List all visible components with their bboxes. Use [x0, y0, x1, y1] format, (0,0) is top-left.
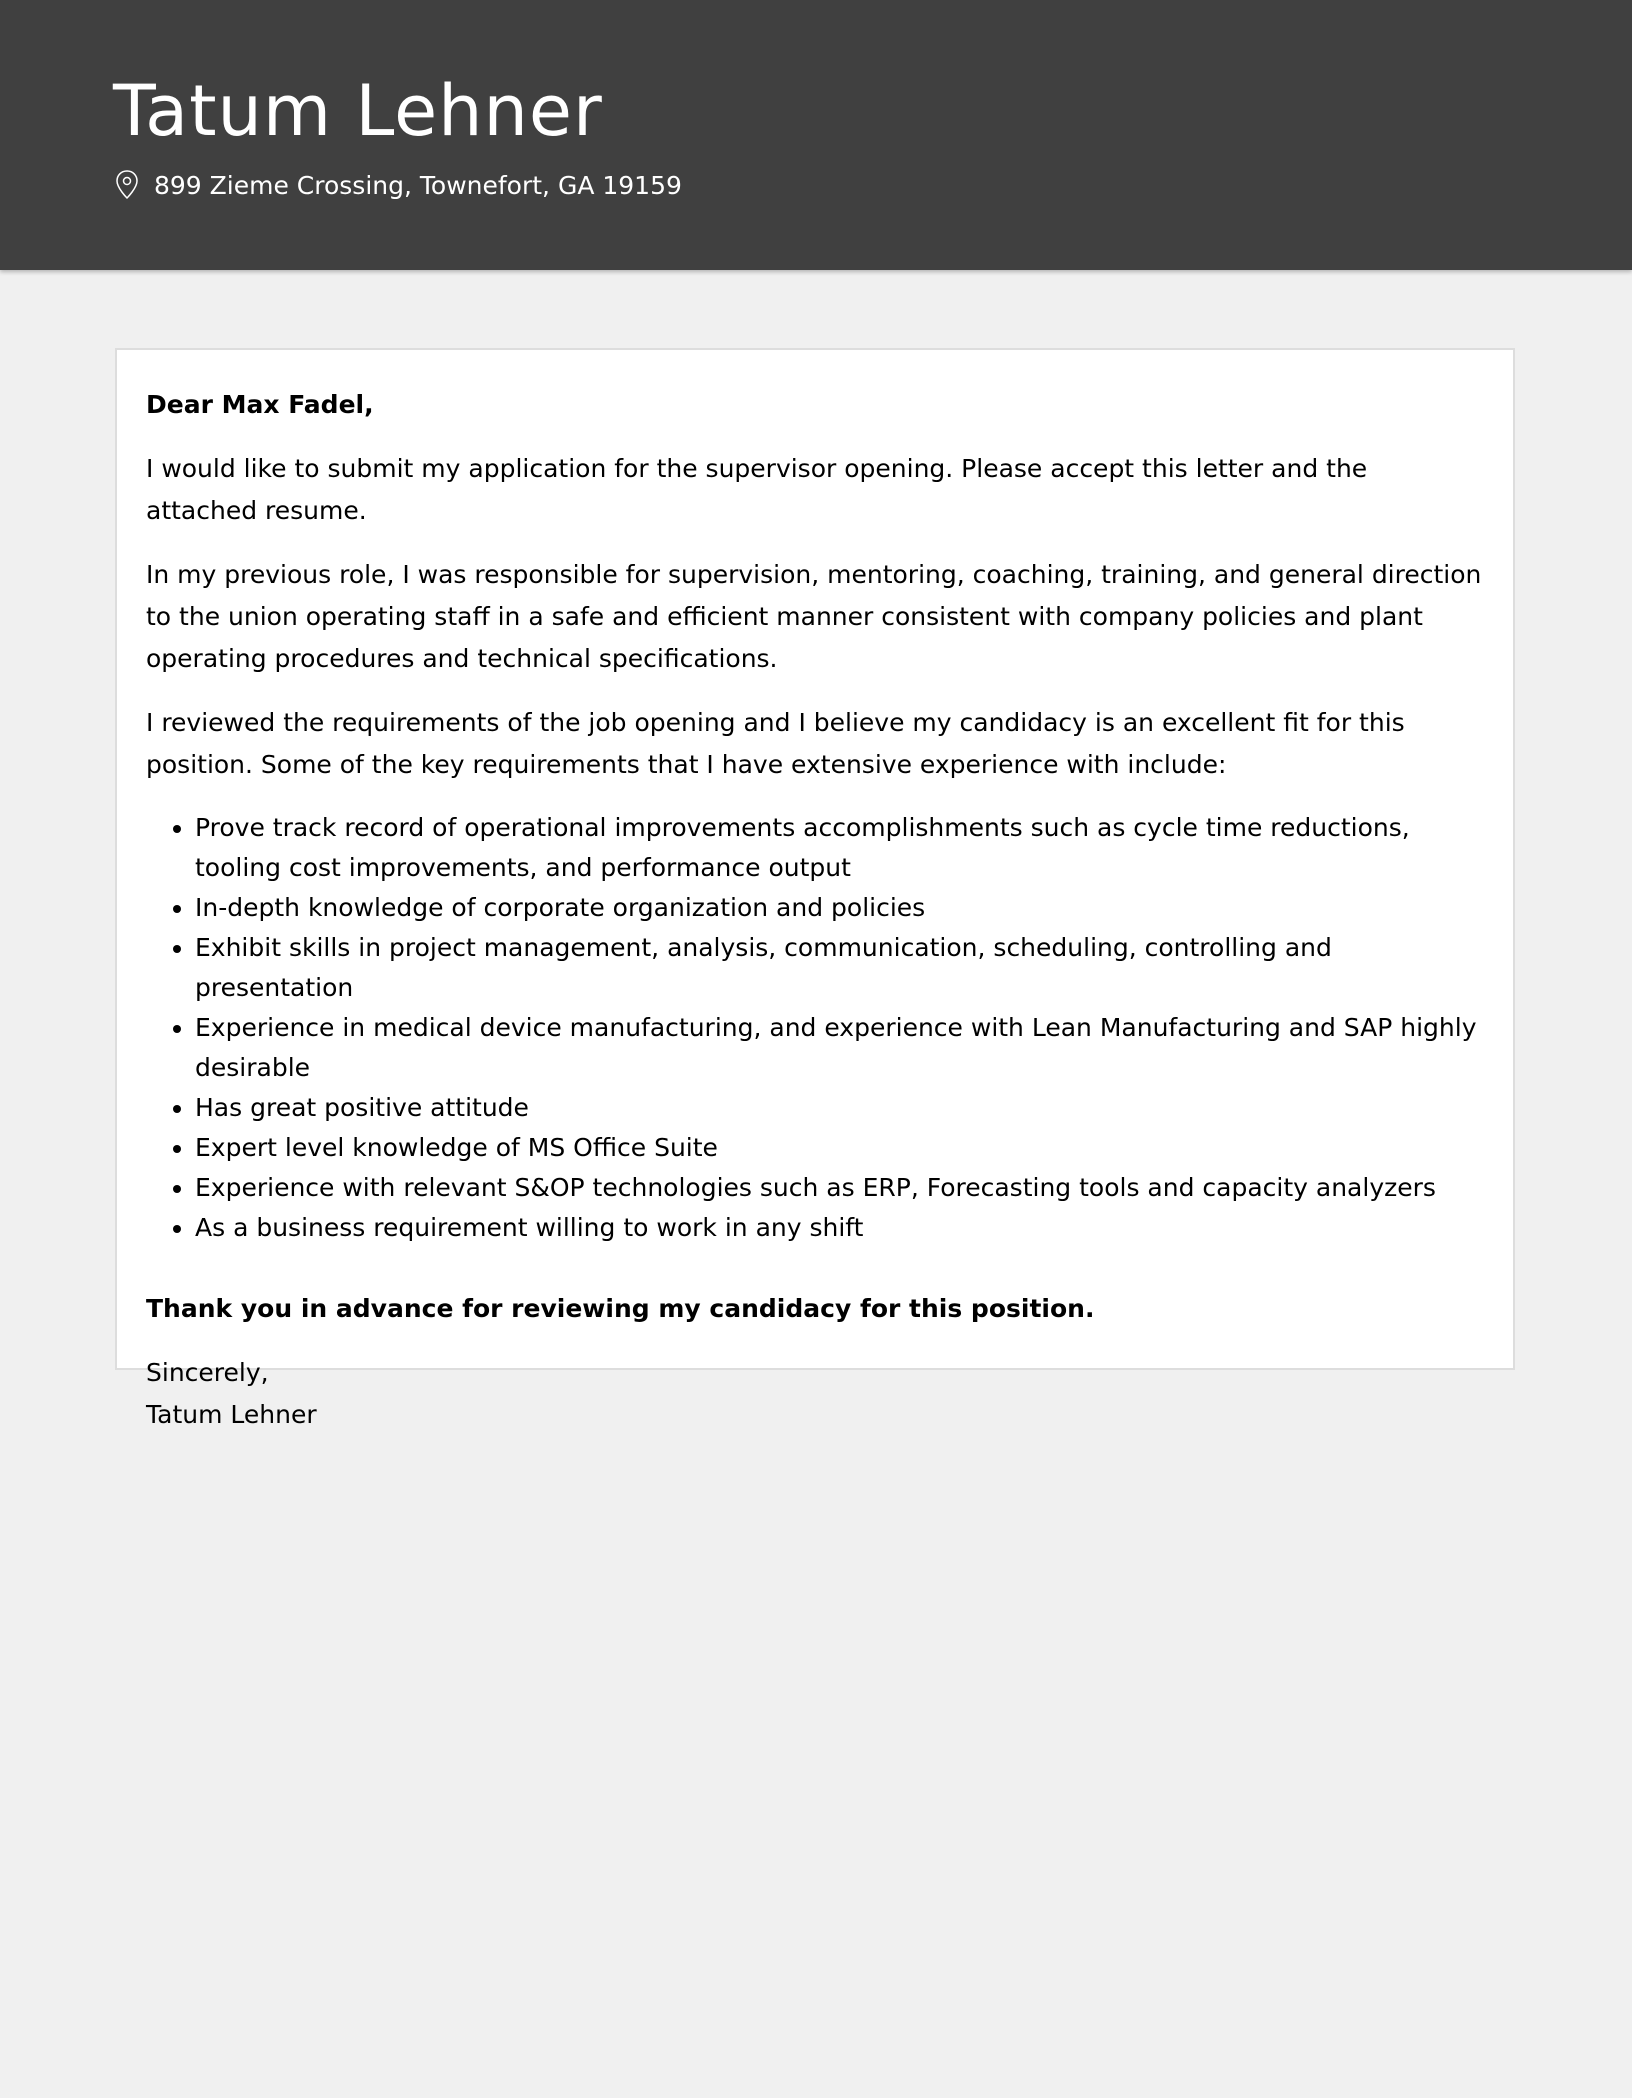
requirements-intro-paragraph: I reviewed the requirements of the job opening and I believe my candidacy is an excellent fit for this position. Some of the key requirements that I have extensive experience with include:: [146, 708, 1405, 779]
list-item: • Expert level knowledge of MS Office Suite: [195, 1128, 1484, 1168]
experience-paragraph: In my previous role, I was responsible for supervision, mentoring, coaching, training, and general direction to the union operating staff in a safe and efficient manner consistent with company policies and plant operating procedures and technical specifications.: [146, 560, 1482, 673]
list-item: • As a business requirement willing to work in any shift: [195, 1208, 1484, 1248]
intro-paragraph: I would like to submit my application for the supervisor opening. Please accept this letter and the attached resume.: [146, 454, 1368, 525]
letter-card: [115, 348, 1515, 1429]
header-banner: [0, 0, 1632, 270]
closing-statement: Thank you in advance for reviewing my candidacy for this position.: [146, 1294, 1095, 1323]
list-item: • Experience with relevant S&OP technologies such as ERP, Forecasting tools and capacity analyzers: [195, 1168, 1484, 1208]
requirements-list: [146, 808, 1484, 1248]
applicant-address: [114, 166, 682, 204]
salutation: Dear Max Fadel,: [146, 390, 374, 419]
list-item: • Experience in medical device manufacturing, and experience with Lean Manufacturing and SAP highly desirable: [195, 1008, 1484, 1088]
location-pin-icon: [114, 169, 140, 201]
signoff-text: Sincerely,: [146, 1358, 269, 1387]
signature-name: Tatum Lehner: [146, 1400, 317, 1429]
applicant-name: Tatum Lehner: [113, 70, 603, 152]
address-text: 899 Zieme Crossing, Townefort, GA 19159: [154, 170, 682, 200]
signoff-block: [146, 1352, 1484, 1436]
list-item: • Exhibit skills in project management, analysis, communication, scheduling, controlling and presentation: [195, 928, 1484, 1008]
list-item: • Prove track record of operational improvements accomplishments such as cycle time reductions, tooling cost improvements, and performance output: [195, 808, 1484, 888]
list-item: • In-depth knowledge of corporate organization and policies: [195, 888, 1484, 928]
list-item: • Has great positive attitude: [195, 1088, 1484, 1128]
